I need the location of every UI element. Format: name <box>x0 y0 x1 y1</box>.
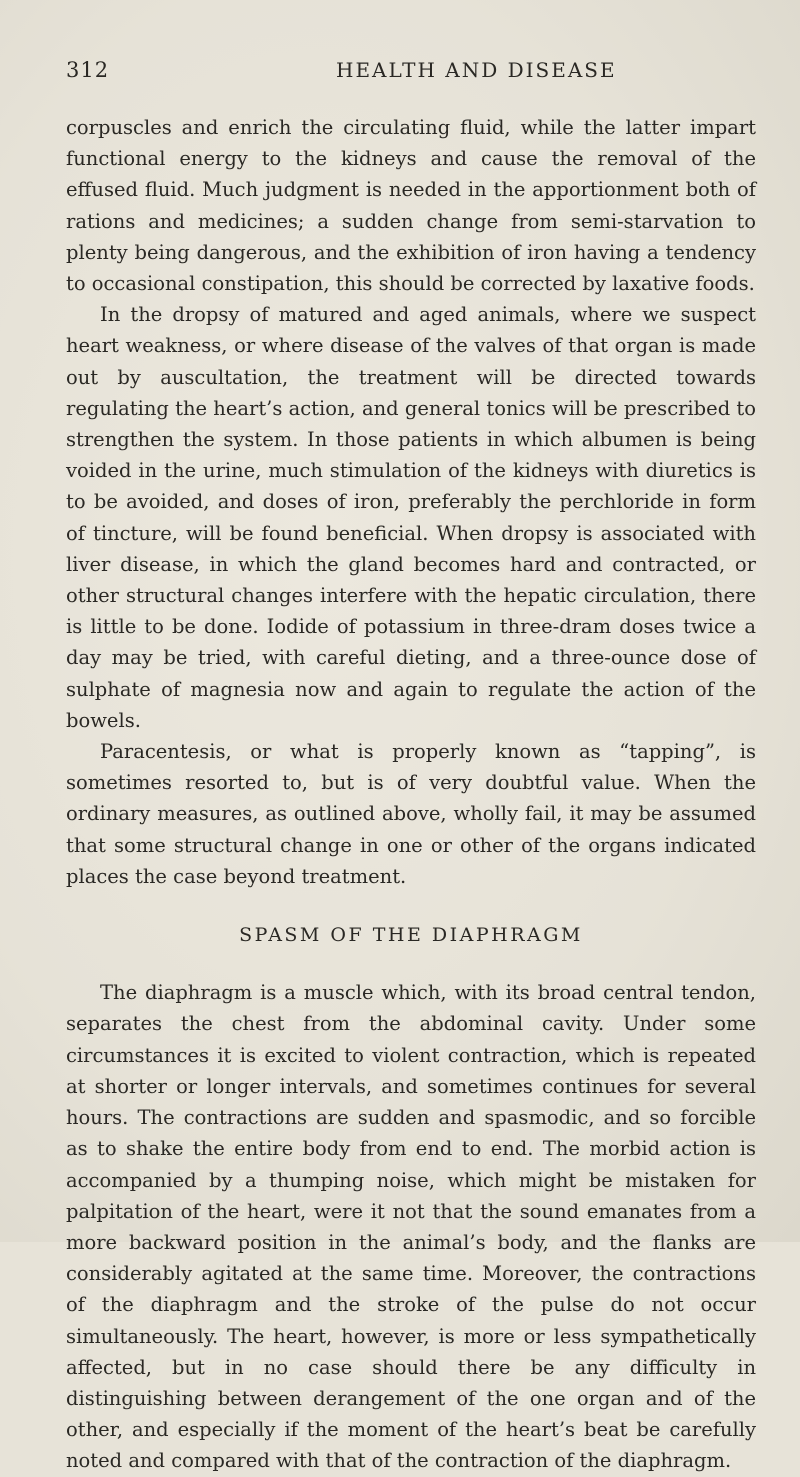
paragraph-dropsy-treatment: In the dropsy of matured and aged animals, where we suspect heart weakness, or where disease of the valves of that organ is made out by auscultation, the treatment will be directed towards regulating the heart’s action, and general tonics will be prescribed to strengthen the system. In those patients in which albumen is being voided in the urine, much stimulation of the kidneys with diuretics is to be avoided, and doses of iron, preferably the perchloride in form of tincture, will be found beneficial. When dropsy is associated with liver disease, in which the gland becomes hard and contracted, or other structural changes interfere with the hepatic circulation, there is little to be done. Iodide of potassium in three-dram doses twice a day may be tried, with careful dieting, and a three-ounce dose of sulphate of magnesia now and again to regulate the action of the bowels. <box>66 303 756 732</box>
paragraph-diaphragm: The diaphragm is a muscle which, with its broad central tendon, separates the chest from the abdominal cavity. Under some circumstances it is excited to violent contraction, which is repeated at shorter or longer intervals, and sometimes continues for several hours. The contractions are sudden and spasmodic, and so forcible as to shake the entire body from end to end. The morbid action is accompanied by a thumping noise, which might be mistaken for palpitation of the heart, were it not that the sound emanates from a more backward position in the animal’s body, and the flanks are considerably agitated at the same time. Moreover, the contractions of the diaphragm and the stroke of the pulse do not occur simultaneously. The heart, however, is more or less sympathetically affected, but in no case should there be any difficulty in distinguishing between derangement of the one organ and of the other, and especially if the moment of the heart’s beat be carefully noted and compared with that of the contraction of the diaphragm. <box>66 981 756 1473</box>
paragraph-paracentesis: Paracentesis, or what is properly known as “tapping”, is sometimes resorted to, but is of very doubtful value. When the ordinary measures, as outlined above, wholly fail, it may be assumed that some structural change in one or other of the organs indicated places the case beyond treatment. <box>66 740 756 888</box>
running-head <box>66 58 726 88</box>
section-heading: SPASM OF THE DIAPHRAGM <box>239 924 583 947</box>
running-title: HEALTH AND DISEASE <box>336 58 617 82</box>
paragraph-continued: corpuscles and enrich the circulating fluid, while the latter impart functional energy to the kidneys and cause the removal of the effused fluid. Much judgment is needed in the apportionment both of rations and medicines; a sudden change from semi-starvation to plenty being dangerous, and the exhibition of iron having a tendency to occasional constipation, this should be corrected by laxative foods. <box>66 116 756 296</box>
page-number: 312 <box>66 58 110 82</box>
body-text <box>66 112 756 1477</box>
